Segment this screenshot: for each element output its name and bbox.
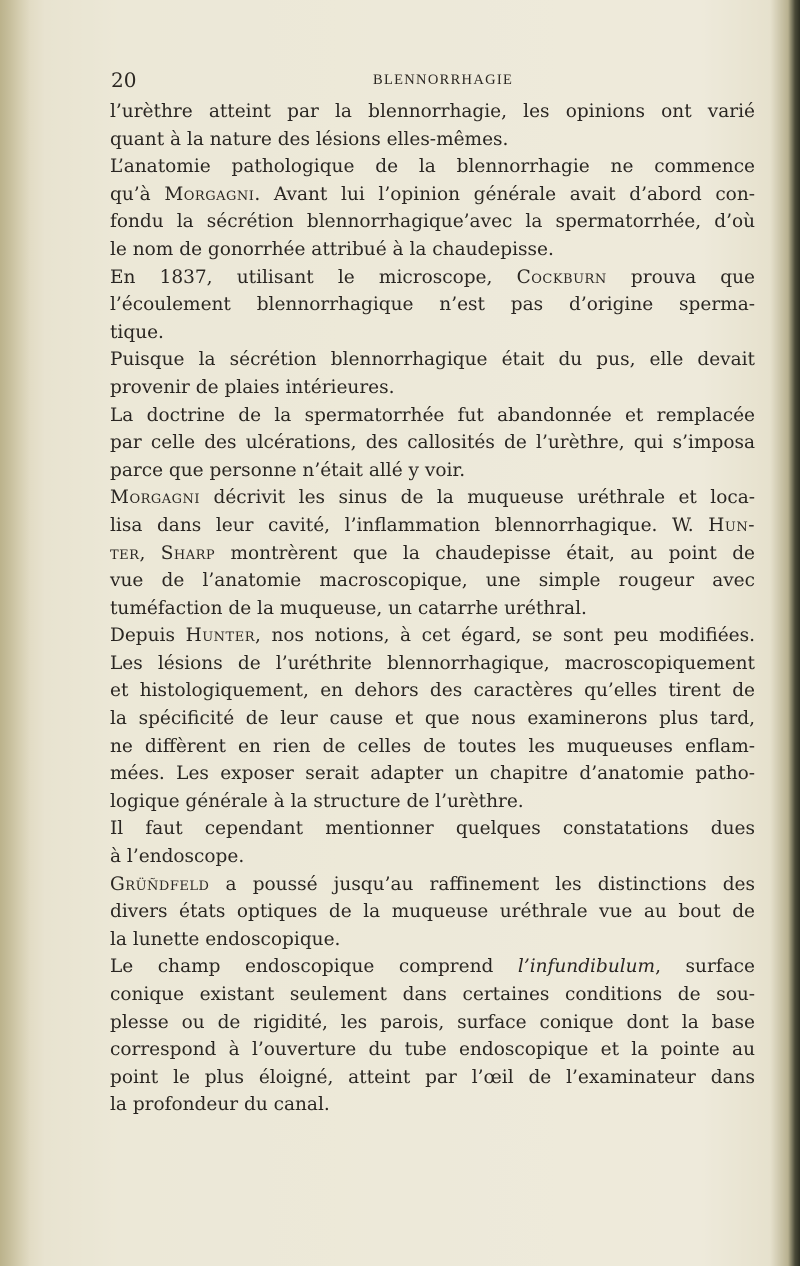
text-line bbox=[110, 677, 755, 705]
text-run: Les lésions de l’uréthrite blennorrhagique, macroscopiquement bbox=[110, 652, 755, 674]
text-run: . Avant lui l’opinion générale avait d’abord con- bbox=[254, 183, 755, 205]
text-line bbox=[110, 705, 755, 733]
text-run: Le champ endoscopique comprend bbox=[110, 956, 518, 978]
text-line bbox=[110, 871, 755, 899]
text-run: ne diffèrent en rien de celles de toutes les muqueuses enflam- bbox=[110, 735, 755, 757]
text-run: quant à la nature des lésions elles-mêmes. bbox=[110, 128, 509, 150]
text-run: tuméfaction de la muqueuse, un catarrhe uréthral. bbox=[110, 597, 587, 619]
text-line bbox=[110, 181, 755, 209]
text-run: l’écoulement blennorrhagique n’est pas d’origine sperma- bbox=[110, 294, 755, 316]
text-run: par celle des ulcérations, des callosités de l’urèthre, qui s’imposa bbox=[110, 432, 755, 454]
text-run: tique. bbox=[110, 321, 164, 343]
text-run: prouva que bbox=[606, 266, 755, 288]
text-line bbox=[110, 98, 755, 126]
text-line bbox=[110, 374, 755, 402]
text-run: lisa dans leur cavité, l’inflammation blennorrhagique. W. bbox=[110, 514, 709, 536]
text-run: point le plus éloigné, atteint par l’œil de l’examinateur dans bbox=[110, 1066, 755, 1088]
text-run: montrèrent que la chaudepisse était, au point de bbox=[215, 542, 755, 564]
text-run: , nos notions, à cet égard, se sont peu modifiées. bbox=[254, 625, 755, 647]
page-header bbox=[0, 68, 800, 94]
text-line bbox=[110, 1064, 755, 1092]
text-run: logique générale à la structure de l’urèthre. bbox=[110, 790, 524, 812]
author-name: Cockburn bbox=[516, 266, 607, 288]
text-line bbox=[110, 512, 755, 540]
author-name: Sharp bbox=[160, 542, 216, 564]
author-name: ter bbox=[110, 542, 140, 564]
text-line bbox=[110, 815, 755, 843]
text-line bbox=[110, 540, 755, 568]
text-run: Puisque la sécrétion blennorrhagique était du pus, elle devait bbox=[110, 349, 755, 371]
text-line bbox=[110, 1009, 755, 1037]
text-line bbox=[110, 402, 755, 430]
text-run: divers états optiques de la muqueuse uréthrale vue au bout de bbox=[110, 901, 755, 923]
text-line bbox=[110, 1036, 755, 1064]
text-line bbox=[110, 733, 755, 761]
text-run: le nom de gonorrhée attribué à la chaudepisse. bbox=[110, 238, 554, 260]
text-line bbox=[110, 981, 755, 1009]
author-name: Hun- bbox=[708, 514, 755, 536]
text-line bbox=[110, 1091, 755, 1119]
text-line bbox=[110, 898, 755, 926]
text-run: , surface bbox=[655, 956, 755, 978]
page-gutter-shadow bbox=[0, 0, 30, 1266]
author-name: Morgagni bbox=[164, 183, 255, 205]
text-line bbox=[110, 429, 755, 457]
text-run: la spécificité de leur cause et que nous examinerons plus tard, bbox=[110, 708, 755, 730]
text-run: correspond à l’ouverture du tube endoscopique et la pointe au bbox=[110, 1039, 755, 1061]
text-run: La doctrine de la spermatorrhée fut abandonnée et remplacée bbox=[110, 404, 755, 426]
body-text bbox=[110, 98, 755, 1119]
text-run: Depuis bbox=[110, 625, 186, 647]
text-line bbox=[110, 484, 755, 512]
text-run: L’anatomie pathologique de la blennorrhagie ne commence bbox=[110, 156, 755, 178]
text-line bbox=[110, 650, 755, 678]
text-line bbox=[110, 567, 755, 595]
text-run: conique existant seulement dans certaines conditions de sou- bbox=[110, 984, 755, 1005]
text-run: vue de l’anatomie macroscopique, une simple rougeur avec bbox=[110, 570, 755, 592]
text-line bbox=[110, 595, 755, 623]
running-title: BLENNORRHAGIE bbox=[373, 72, 514, 88]
author-name: Hunter bbox=[185, 625, 255, 647]
italic-term: l’infundibulum bbox=[517, 956, 656, 978]
text-line bbox=[110, 236, 755, 264]
text-run: l’urèthre atteint par la blennorrhagie, les opinions ont varié bbox=[110, 101, 755, 122]
text-run: qu’à bbox=[110, 183, 165, 205]
text-run: la lunette endoscopique. bbox=[110, 928, 341, 950]
text-line bbox=[110, 760, 755, 788]
text-run: Il faut cependant mentionner quelques constatations dues bbox=[110, 818, 755, 840]
text-run: En 1837, utilisant le microscope, bbox=[110, 266, 517, 288]
text-line bbox=[110, 457, 755, 485]
author-name: Morgagni bbox=[110, 487, 201, 509]
text-line bbox=[110, 622, 755, 650]
page-number: 20 bbox=[111, 68, 137, 92]
text-line bbox=[110, 291, 755, 319]
text-line bbox=[110, 319, 755, 347]
text-line bbox=[110, 843, 755, 871]
text-line bbox=[110, 788, 755, 816]
text-run: la profondeur du canal. bbox=[110, 1094, 330, 1116]
text-run: parce que personne n’était allé y voir. bbox=[110, 459, 466, 481]
text-run: et histologiquement, en dehors des caractères qu’elles tirent de bbox=[110, 680, 755, 702]
text-line bbox=[110, 953, 755, 981]
text-line bbox=[110, 153, 755, 181]
text-line bbox=[110, 126, 755, 154]
text-line bbox=[110, 264, 755, 292]
text-run: provenir de plaies intérieures. bbox=[110, 376, 395, 398]
text-line bbox=[110, 208, 755, 236]
author-name: Grüñdfeld bbox=[110, 873, 210, 895]
text-run: a poussé jusqu’au raffinement les distinctions des bbox=[209, 873, 755, 895]
text-run: plesse ou de rigidité, les parois, surface conique dont la base bbox=[110, 1011, 755, 1033]
text-run: , bbox=[139, 542, 161, 564]
text-run: fondu la sécrétion blennorrhagique’avec la spermatorrhée, d’où bbox=[110, 211, 755, 233]
text-line bbox=[110, 926, 755, 954]
text-run: à l’endoscope. bbox=[110, 846, 245, 868]
text-line bbox=[110, 346, 755, 374]
text-run: mées. Les exposer serait adapter un chapitre d’anatomie patho- bbox=[110, 763, 755, 785]
text-run: décrivit les sinus de la muqueuse uréthrale et loca- bbox=[200, 487, 755, 509]
